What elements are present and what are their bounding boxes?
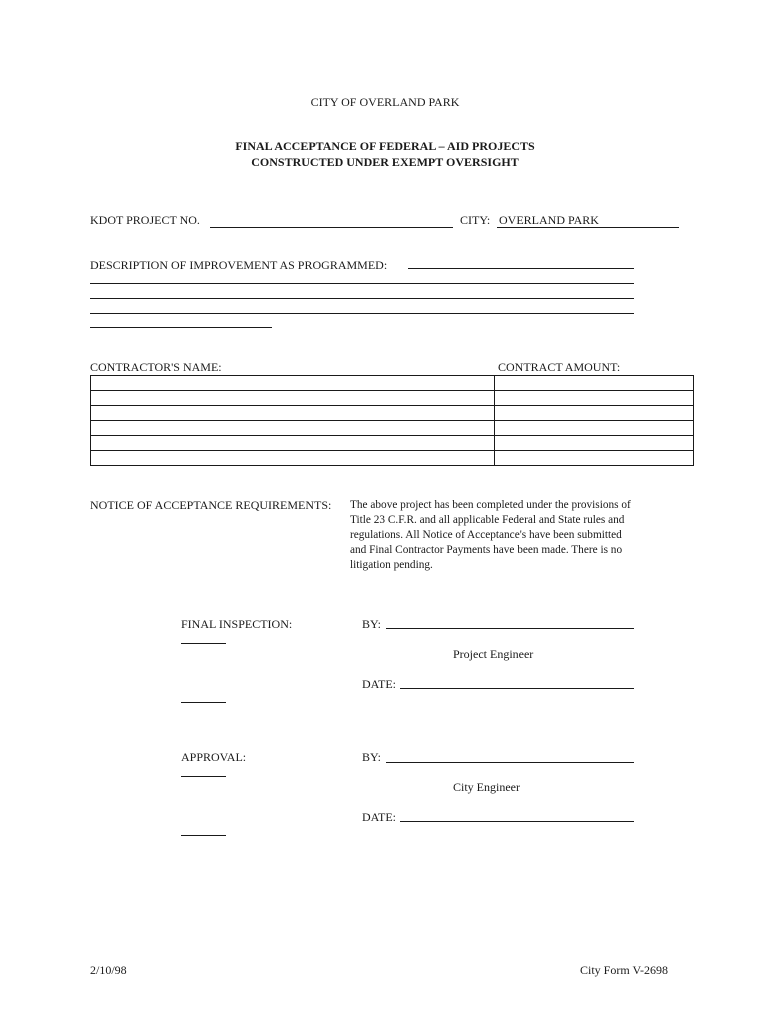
- contract-amount-cell[interactable]: [495, 376, 694, 391]
- final-inspection-date-label: DATE:: [362, 677, 396, 691]
- city-label: CITY:: [460, 213, 491, 227]
- final-inspection-date-field[interactable]: [400, 688, 634, 689]
- final-inspection-by-field[interactable]: [386, 628, 634, 629]
- form-title-line-1: FINAL ACCEPTANCE OF FEDERAL – AID PROJECTS: [235, 139, 535, 153]
- contract-amount-header: CONTRACT AMOUNT:: [498, 360, 621, 374]
- contractor-name-cell[interactable]: [91, 421, 495, 436]
- kdot-project-field[interactable]: [210, 213, 453, 228]
- contractor-name-cell[interactable]: [91, 436, 495, 451]
- table-row: [91, 421, 694, 436]
- contract-amount-cell[interactable]: [495, 451, 694, 466]
- kdot-project-label: KDOT PROJECT NO.: [90, 213, 200, 227]
- contractor-name-header: CONTRACTOR'S NAME:: [90, 360, 222, 374]
- notice-line: and Final Contractor Payments have been made. There is no: [350, 544, 623, 556]
- final-inspection-label: FINAL INSPECTION:: [181, 617, 293, 631]
- approval-date-field[interactable]: [400, 821, 634, 822]
- contract-amount-cell[interactable]: [495, 391, 694, 406]
- description-line-1[interactable]: [408, 268, 634, 269]
- notice-label: NOTICE OF ACCEPTANCE REQUIREMENTS:: [90, 498, 332, 512]
- contract-amount-cell[interactable]: [495, 406, 694, 421]
- contractor-name-cell[interactable]: [91, 451, 495, 466]
- final-inspection-by-label: BY:: [362, 617, 381, 631]
- city-heading: CITY OF OVERLAND PARK: [310, 95, 460, 109]
- project-engineer-caption: Project Engineer: [453, 647, 534, 661]
- approval-initial-line[interactable]: [181, 776, 226, 777]
- contractor-name-cell[interactable]: [91, 391, 495, 406]
- footer-date: 2/10/98: [90, 963, 127, 977]
- table-row: [91, 391, 694, 406]
- city-field[interactable]: [497, 213, 679, 228]
- approval-by-label: BY:: [362, 750, 381, 764]
- final-inspection-date-initial-line[interactable]: [181, 702, 226, 703]
- contractor-name-cell[interactable]: [91, 406, 495, 421]
- notice-line: regulations. All Notice of Acceptance's have been submitted: [350, 529, 622, 541]
- approval-date-initial-line[interactable]: [181, 835, 226, 836]
- approval-date-label: DATE:: [362, 810, 396, 824]
- contract-amount-cell[interactable]: [495, 436, 694, 451]
- description-line-3[interactable]: [90, 298, 634, 299]
- table-row: [91, 451, 694, 466]
- table-row: [91, 436, 694, 451]
- description-line-5[interactable]: [90, 327, 272, 328]
- final-inspection-initial-line[interactable]: [181, 643, 226, 644]
- contractor-name-cell[interactable]: [91, 376, 495, 391]
- table-row: [91, 406, 694, 421]
- footer-form-id: City Form V-2698: [580, 963, 669, 977]
- contract-amount-cell[interactable]: [495, 421, 694, 436]
- notice-line: The above project has been completed under the provisions of: [350, 499, 631, 511]
- approval-by-field[interactable]: [386, 762, 634, 763]
- description-line-2[interactable]: [90, 283, 634, 284]
- approval-label: APPROVAL:: [181, 750, 247, 764]
- description-label: DESCRIPTION OF IMPROVEMENT AS PROGRAMMED:: [90, 258, 388, 272]
- form-title-line-2: CONSTRUCTED UNDER EXEMPT OVERSIGHT: [251, 155, 519, 169]
- description-line-4[interactable]: [90, 313, 634, 314]
- notice-line: Title 23 C.F.R. and all applicable Federal and State rules and: [350, 514, 625, 526]
- notice-text: [350, 498, 670, 573]
- city-engineer-caption: City Engineer: [453, 780, 520, 794]
- table-row: [91, 376, 694, 391]
- contractor-table: [90, 375, 694, 466]
- city-value: OVERLAND PARK: [499, 213, 599, 227]
- notice-line: litigation pending.: [350, 559, 433, 571]
